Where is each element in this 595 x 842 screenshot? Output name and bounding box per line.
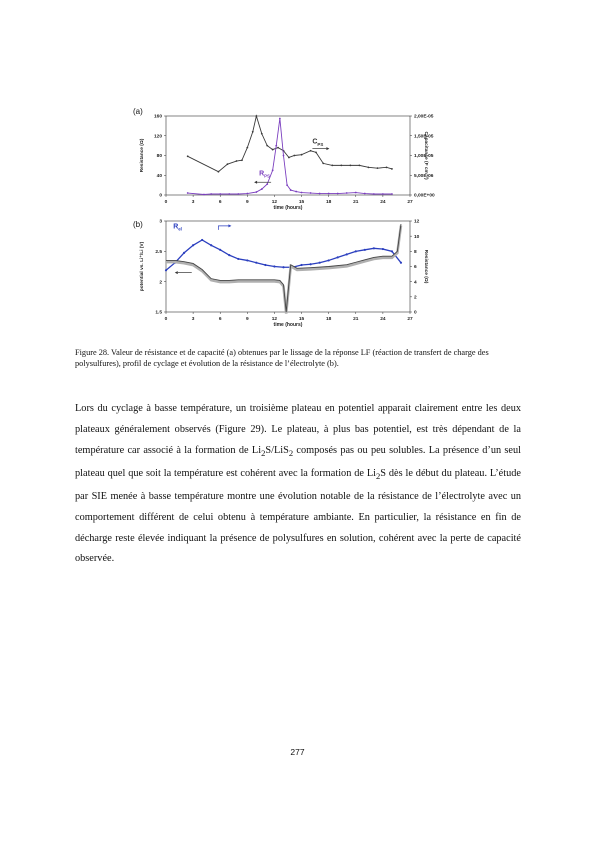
data-point-rps bbox=[203, 194, 205, 196]
data-point-rel bbox=[373, 247, 375, 249]
data-point-rel bbox=[355, 250, 357, 252]
arrow-head-resistance bbox=[228, 224, 231, 227]
y-left-tick-label: 80 bbox=[156, 154, 162, 160]
data-point-rel bbox=[237, 258, 239, 260]
data-point-cps bbox=[377, 167, 379, 169]
y-left-tick-label: 3 bbox=[159, 219, 162, 225]
x-tick-label: 0 bbox=[164, 317, 168, 322]
y-right-tick-label: 0,00E+00 bbox=[414, 193, 435, 199]
data-point-rel bbox=[201, 239, 203, 241]
x-tick-label: 27 bbox=[407, 200, 413, 205]
x-tick-label: 18 bbox=[325, 200, 332, 205]
data-point-rps bbox=[337, 193, 339, 195]
data-point-rps bbox=[364, 193, 366, 195]
data-point-cps bbox=[358, 164, 360, 166]
data-point-rps bbox=[275, 145, 277, 147]
arrow-right-resistance bbox=[218, 226, 228, 230]
data-point-cps bbox=[331, 164, 333, 166]
subscript: 2 bbox=[261, 447, 266, 458]
data-point-rel bbox=[165, 269, 167, 271]
y-right-tick-label: 0 bbox=[414, 310, 417, 316]
x-tick-label: 21 bbox=[353, 317, 359, 322]
y-right-tick-label: 1,00E-05 bbox=[414, 154, 434, 160]
data-point-rel bbox=[246, 259, 248, 261]
body-text-part: S dès le début du plateau. L’étude par SIE menée à basse température montre une évolution notable de la résistance de l’électrolyte avec un comportement différent de celui obtenu à température ambiante. En particulier, la résistance en fin de décharge reste élevée indiquant la présence de polysulfures en solution, cohérent avec la perte de capacité observée. bbox=[75, 467, 521, 565]
x-tick-label: 12 bbox=[271, 317, 278, 322]
figure-caption: Figure 28. Valeur de résistance et de capacité (a) obtenues par le lissage de la réponse LF (réaction de transfert de charge des polysulfures), profil de cyclage et évolution de la résistance de l’électrolyte (b). bbox=[75, 348, 489, 368]
arrow-head-cps bbox=[326, 147, 329, 150]
data-point-cps bbox=[246, 147, 248, 149]
x-tick-label: 15 bbox=[298, 200, 305, 205]
data-point-rel bbox=[346, 253, 348, 255]
panel-a-label: (a) bbox=[133, 107, 143, 116]
data-point-cps bbox=[293, 155, 295, 157]
data-point-rel bbox=[192, 244, 194, 246]
data-point-cps bbox=[349, 164, 351, 166]
series-line-rel bbox=[166, 240, 401, 270]
data-point-rel bbox=[210, 244, 212, 246]
y-left-tick-label: 160 bbox=[153, 114, 162, 120]
data-point-cps bbox=[261, 133, 263, 135]
data-point-rps bbox=[187, 192, 189, 194]
data-point-rps bbox=[237, 193, 239, 195]
data-point-cps bbox=[252, 131, 254, 133]
data-point-rps bbox=[283, 155, 285, 157]
data-point-rps bbox=[228, 193, 230, 195]
data-point-rel bbox=[364, 249, 366, 251]
x-tick-label: 24 bbox=[380, 317, 386, 322]
series-line-rps bbox=[188, 118, 392, 194]
body-text-part: S/LiS bbox=[265, 444, 289, 456]
y-right-tick-label: 2 bbox=[414, 295, 417, 301]
x-tick-label: 18 bbox=[325, 317, 332, 322]
data-point-rps bbox=[290, 189, 292, 191]
data-point-rps bbox=[328, 193, 330, 195]
y-left-tick-label: 2 bbox=[159, 280, 162, 286]
data-point-cps bbox=[241, 159, 243, 161]
data-point-cps bbox=[187, 155, 189, 157]
data-point-rel bbox=[183, 252, 185, 254]
data-point-rps bbox=[355, 192, 357, 194]
data-point-rel bbox=[391, 250, 393, 252]
data-point-cps bbox=[340, 164, 342, 166]
data-point-cps bbox=[288, 157, 290, 159]
annotation-rps: R bbox=[259, 170, 265, 178]
data-point-cps bbox=[310, 150, 312, 152]
data-point-cps bbox=[368, 166, 370, 168]
y-left-tick-label: 40 bbox=[156, 173, 162, 179]
data-point-rel bbox=[337, 256, 339, 258]
data-point-rps bbox=[382, 193, 384, 195]
data-point-rel bbox=[319, 262, 321, 264]
y-right-tick-label: 10 bbox=[414, 234, 420, 240]
y-left-tick-label: 120 bbox=[153, 134, 162, 140]
y-right-tick-label: 5,00E-06 bbox=[414, 173, 434, 179]
data-point-rps bbox=[279, 118, 281, 120]
x-tick-label: 24 bbox=[380, 200, 386, 205]
data-point-rel bbox=[219, 249, 221, 251]
y-right-tick-label: 6 bbox=[414, 265, 417, 271]
data-point-cps bbox=[255, 115, 257, 117]
data-point-rps bbox=[301, 192, 303, 194]
annotation-cps-subscript: PS bbox=[317, 141, 324, 147]
annotation-rel-subscript: el bbox=[178, 226, 182, 232]
arrow-head-rps bbox=[254, 181, 257, 184]
series-shadow-line-potential bbox=[166, 226, 401, 314]
body-paragraph bbox=[75, 399, 521, 570]
data-point-rps bbox=[219, 193, 221, 195]
data-point-rps bbox=[246, 193, 248, 195]
y-left-tick-label: 0 bbox=[159, 193, 162, 199]
x-axis-title: time (hours) bbox=[273, 205, 303, 211]
data-point-cps bbox=[272, 149, 274, 151]
data-point-rps bbox=[286, 184, 288, 186]
x-tick-label: 0 bbox=[164, 200, 168, 205]
data-point-rel bbox=[282, 266, 284, 268]
x-tick-label: 3 bbox=[191, 200, 195, 205]
data-point-rel bbox=[382, 248, 384, 250]
y-left-axis-title: potential vs. Li⁺/Li (V) bbox=[140, 241, 145, 292]
data-point-cps bbox=[227, 163, 229, 165]
x-tick-label: 15 bbox=[298, 317, 305, 322]
y-left-tick-label: 1.5 bbox=[155, 310, 162, 316]
data-point-cps bbox=[322, 163, 324, 165]
panel-b-label: (b) bbox=[133, 220, 143, 229]
figure-panel-a-chart bbox=[128, 104, 435, 218]
data-point-rel bbox=[228, 254, 230, 256]
data-point-rps bbox=[295, 191, 297, 193]
annotation-cps: C bbox=[312, 138, 318, 146]
data-point-rps bbox=[373, 193, 375, 195]
data-point-cps bbox=[301, 154, 303, 156]
x-tick-label: 9 bbox=[245, 317, 249, 322]
figure-panel-b-chart bbox=[128, 217, 428, 334]
x-tick-label: 6 bbox=[218, 200, 222, 205]
y-left-tick-label: 2.5 bbox=[155, 250, 162, 256]
x-tick-label: 12 bbox=[271, 200, 278, 205]
y-right-tick-label: 1,50E-05 bbox=[414, 134, 434, 140]
data-point-rel bbox=[273, 265, 275, 267]
x-axis-title: time (hours) bbox=[273, 322, 303, 328]
data-point-rel bbox=[309, 263, 311, 265]
data-point-rps bbox=[272, 169, 274, 171]
plot-frame bbox=[166, 116, 410, 195]
y-right-tick-label: 8 bbox=[414, 250, 417, 256]
data-point-rps bbox=[261, 188, 263, 190]
data-point-rel bbox=[400, 262, 402, 264]
x-tick-label: 6 bbox=[218, 317, 222, 322]
annotation-rel: R bbox=[173, 223, 179, 231]
data-point-cps bbox=[266, 145, 268, 147]
data-point-cps bbox=[277, 147, 279, 149]
data-point-rps bbox=[266, 183, 268, 185]
y-left-axis-title: Resistance (Ω) bbox=[140, 138, 145, 173]
data-point-rel bbox=[328, 259, 330, 261]
data-point-rel bbox=[264, 264, 266, 266]
data-point-cps bbox=[236, 160, 238, 162]
x-tick-label: 27 bbox=[407, 317, 413, 322]
data-point-rps bbox=[210, 193, 212, 195]
body-text-part: Lors du cyclage à basse température, un troisième plateau en potentiel apparait clairement entre les deux plateaux généralement observés (Figure 29). Le plateau, à plus bas potentiel, est très dépendant de la température car associé à la formation de Li bbox=[75, 403, 521, 456]
series-line-cps bbox=[188, 116, 392, 172]
y-right-tick-label: 12 bbox=[414, 219, 420, 225]
x-tick-label: 9 bbox=[245, 200, 249, 205]
data-point-cps bbox=[391, 168, 393, 170]
page-number: 277 bbox=[290, 747, 305, 757]
data-point-rps bbox=[310, 192, 312, 194]
data-point-cps bbox=[218, 171, 220, 173]
y-right-tick-label: 4 bbox=[414, 280, 417, 286]
y-right-tick-label: 2,00E-05 bbox=[414, 114, 434, 120]
x-tick-label: 21 bbox=[353, 200, 359, 205]
data-point-rps bbox=[319, 193, 321, 195]
data-point-cps bbox=[386, 166, 388, 168]
data-point-rel bbox=[300, 264, 302, 266]
x-tick-label: 3 bbox=[191, 317, 195, 322]
data-point-rps bbox=[255, 191, 257, 193]
data-point-rps bbox=[391, 193, 393, 195]
data-point-rps bbox=[346, 192, 348, 194]
y-right-axis-title: Capacitance (F cm⁻²) bbox=[423, 131, 428, 180]
y-right-axis-title: Resistance (Ω) bbox=[423, 249, 428, 284]
arrow-head-potential bbox=[175, 271, 178, 274]
data-point-rel bbox=[255, 262, 257, 264]
annotation-rps-subscript: PS bbox=[264, 173, 270, 179]
data-point-cps bbox=[315, 151, 317, 153]
subscript: 2 bbox=[375, 470, 381, 481]
subscript: 2 bbox=[288, 447, 294, 458]
body-text-part: composés pas ou peu solubles. La présence d’un seul plateau quel que soit la température est cohérent avec la formation de Li bbox=[75, 444, 522, 479]
